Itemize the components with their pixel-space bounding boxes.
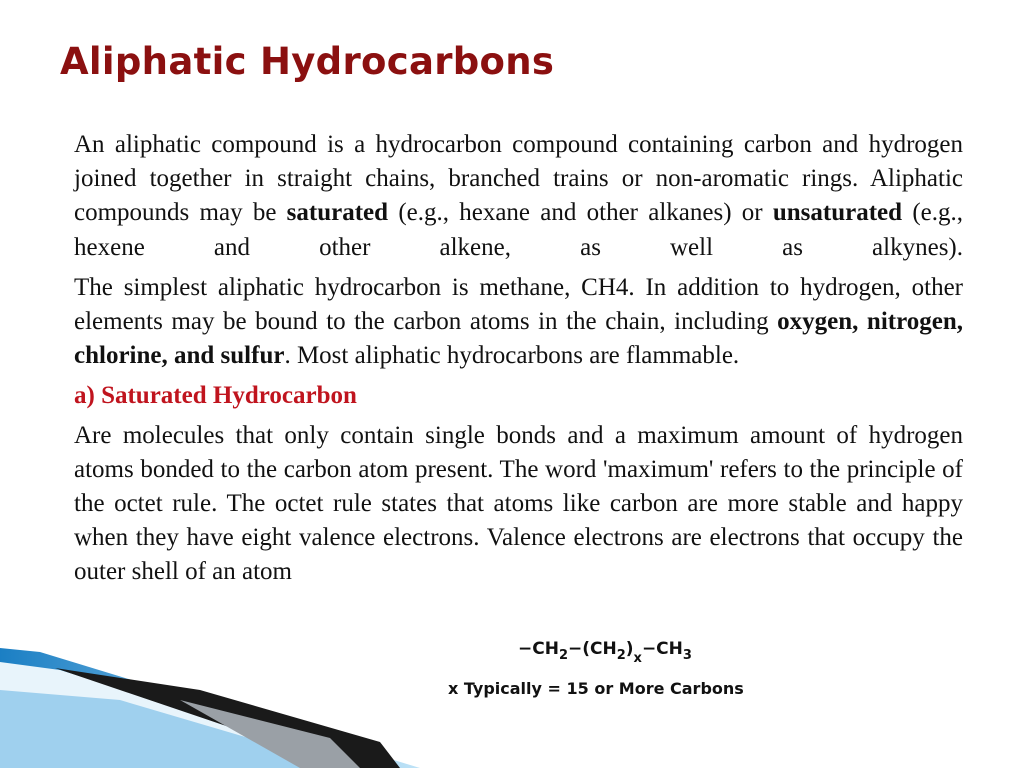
- term-unsaturated: unsaturated: [772, 199, 903, 227]
- chain-sub-2a: 2: [558, 648, 568, 663]
- paragraph1-text-b: (e.g., hexane and other alkanes) or: [388, 199, 773, 227]
- paragraph-aliphatic-definition: [74, 128, 963, 265]
- swoosh-grey-band: [180, 700, 360, 768]
- chain-sub-3: 3: [682, 648, 692, 663]
- chain-sub-2b: 2: [616, 648, 626, 663]
- paragraph1-text-a: An aliphatic compound is a hydrocarbon compound containing carbon and hydrogen joined together in straight chains, branched trains or non-aromatic rings. Aliphatic compounds may be: [74, 131, 963, 227]
- paragraph-saturated-definition: Are molecules that only contain single bonds and a maximum amount of hydrogen atoms bonded to the carbon atom present. The word 'maximum' refers to the principle of the octet rule. The octet rule states that atoms like carbon are more stable and happy when they have eight valence electrons. Valence electrons are electrons that occupy the outer shell of an atom: [74, 421, 963, 586]
- paragraph-methane: [74, 271, 963, 374]
- paragraph2-text-a: The simplest aliphatic hydrocarbon is methane, CH4. In addition to hydrogen, other elements may be bound to the carbon atoms in the chain, including: [74, 273, 963, 336]
- swoosh-blue-band: [0, 648, 420, 768]
- slide-body: [74, 128, 963, 596]
- subheading-saturated: a) Saturated Hydrocarbon: [74, 382, 357, 410]
- slide-title: Aliphatic Hydrocarbons: [60, 40, 555, 83]
- term-elements: oxygen, nitrogen, chlorine, and sulfur: [74, 308, 963, 370]
- figure-caption: x Typically = 15 or More Carbons: [448, 679, 744, 698]
- chain-sub-x: x: [633, 651, 642, 666]
- swoosh-black-band: [55, 668, 400, 768]
- chain-mid: −(CH: [568, 639, 617, 659]
- svg-text:−CH2−(CH2)x−CH3: [518, 639, 692, 666]
- paragraph2-text-b: . Most aliphatic hydrocarbons are flammable.: [284, 342, 740, 370]
- term-saturated: saturated: [286, 199, 389, 227]
- alkane-chain-figure: [440, 632, 800, 702]
- chain-close: ): [625, 639, 634, 659]
- chain-start: −CH: [518, 639, 559, 659]
- chain-end: −CH: [641, 639, 683, 659]
- swoosh-light-blue-band: [0, 690, 350, 768]
- swoosh-white-band: [0, 662, 380, 768]
- paragraph1-text-c: (e.g., hexene and other alkene, as well as alkynes).: [74, 199, 963, 261]
